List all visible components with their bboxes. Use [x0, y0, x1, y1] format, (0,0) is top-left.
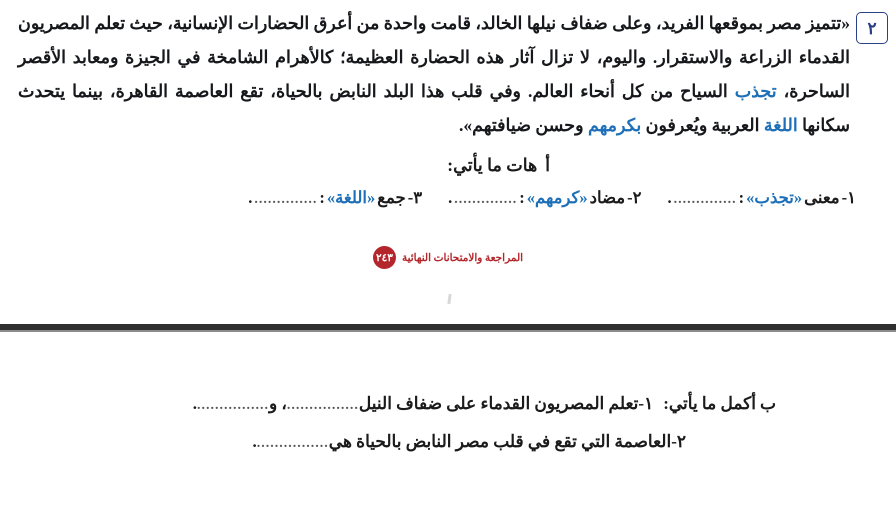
answer-item-2-end: . [448, 187, 453, 207]
answer-item-2-colon: : [519, 187, 525, 207]
answer-item-3-lead: جمع [377, 187, 406, 207]
question-number-badge: ٢ [856, 12, 888, 44]
passage-part-2: السياح من كل أنحاء العالم. وفي قلب هذا البلد النابض بالحياة، تقع العاصمة القاهرة، بينما يتحدث سكانها [18, 81, 850, 136]
answer-item-2-lead: مضاد [589, 187, 626, 207]
sub-question-b-line-1 [0, 394, 896, 414]
answer-item-2-word: «كرمهم» [526, 187, 588, 207]
answer-item-1-end: . [667, 187, 672, 207]
answer-item-3 [248, 188, 422, 208]
sub-question-a [0, 155, 850, 176]
sub-question-b-letter: ب [759, 394, 776, 413]
sub-question-a-letter: أ [545, 155, 550, 175]
answer-item-2-index: ٢- [627, 187, 642, 207]
sub-question-b-prompt: أكمل ما يأتي: [663, 394, 756, 413]
answer-item-3-colon: : [319, 187, 325, 207]
answer-item-3-word: «اللغة» [326, 187, 376, 207]
b-item-2-end: . [252, 432, 257, 451]
answer-items-row [30, 188, 856, 208]
answer-item-3-end: . [248, 187, 253, 207]
passage-part-4: وحسن ضيافتهم». [459, 115, 588, 136]
answer-item-1-colon: : [738, 187, 745, 207]
answer-item-1-index: ١- [841, 187, 856, 207]
b-item-1-separator: ، و [268, 394, 287, 413]
answer-item-3-index: ٣- [407, 187, 423, 207]
b-item-2-index: ٢- [671, 432, 686, 451]
answer-item-1-blank[interactable]: .............. [673, 191, 737, 207]
exam-page-bottom [0, 394, 896, 527]
answer-item-1-lead: معنى [804, 187, 840, 207]
passage-highlight-allugha: اللغة [763, 115, 798, 136]
b-item-2-blank[interactable]: ................ [256, 436, 329, 451]
b-item-1-index: ١- [638, 394, 654, 413]
scan-artifact [447, 294, 451, 304]
passage-highlight-karamahum: بكرمهم [587, 115, 642, 136]
answer-item-1-word: «تجذب» [746, 187, 803, 207]
page-separator-shadow [0, 330, 896, 332]
page-number-badge: ٢٤٣ [373, 246, 396, 269]
exam-page-top [0, 6, 896, 324]
passage-highlight-tajzib: تجذب [734, 81, 777, 102]
b-item-1-text: تعلم المصريون القدماء على ضفاف النيل [358, 394, 639, 413]
sub-question-a-text: هات ما يأتي: [447, 154, 538, 175]
b-item-1-end: . [192, 394, 197, 413]
page-footer [0, 246, 896, 269]
passage-part-1: «تتميز مصر بموقعها الفريد، وعلى ضفاف نيلها الخالد، قامت واحدة من أعرق الحضارات الإنسانية، حيث تعلم المصريون القدماء الزراعة والاستقرار. واليوم، لا تزال آثار هذه الحضارة العظيمة؛ كالأهرام الشامخة في الجيزة ومعابد الأقصر الساحرة، [18, 13, 850, 102]
footer-label: المراجعة والامتحانات النهائية [401, 252, 524, 264]
b-item-1-blank-2[interactable]: ................ [196, 398, 269, 413]
answer-item-1 [668, 188, 856, 208]
answer-item-2 [448, 188, 641, 208]
sub-question-b-line-2 [0, 432, 896, 452]
b-item-1-blank-1[interactable]: ................ [286, 398, 359, 413]
answer-item-2-blank[interactable]: .............. [454, 191, 518, 207]
reading-passage [18, 6, 850, 143]
answer-item-3-blank[interactable]: .............. [254, 191, 318, 207]
b-item-2-text: العاصمة التي تقع في قلب مصر النابض بالحياة هي [328, 432, 672, 451]
passage-part-3: العربية ويُعرفون [641, 115, 764, 136]
